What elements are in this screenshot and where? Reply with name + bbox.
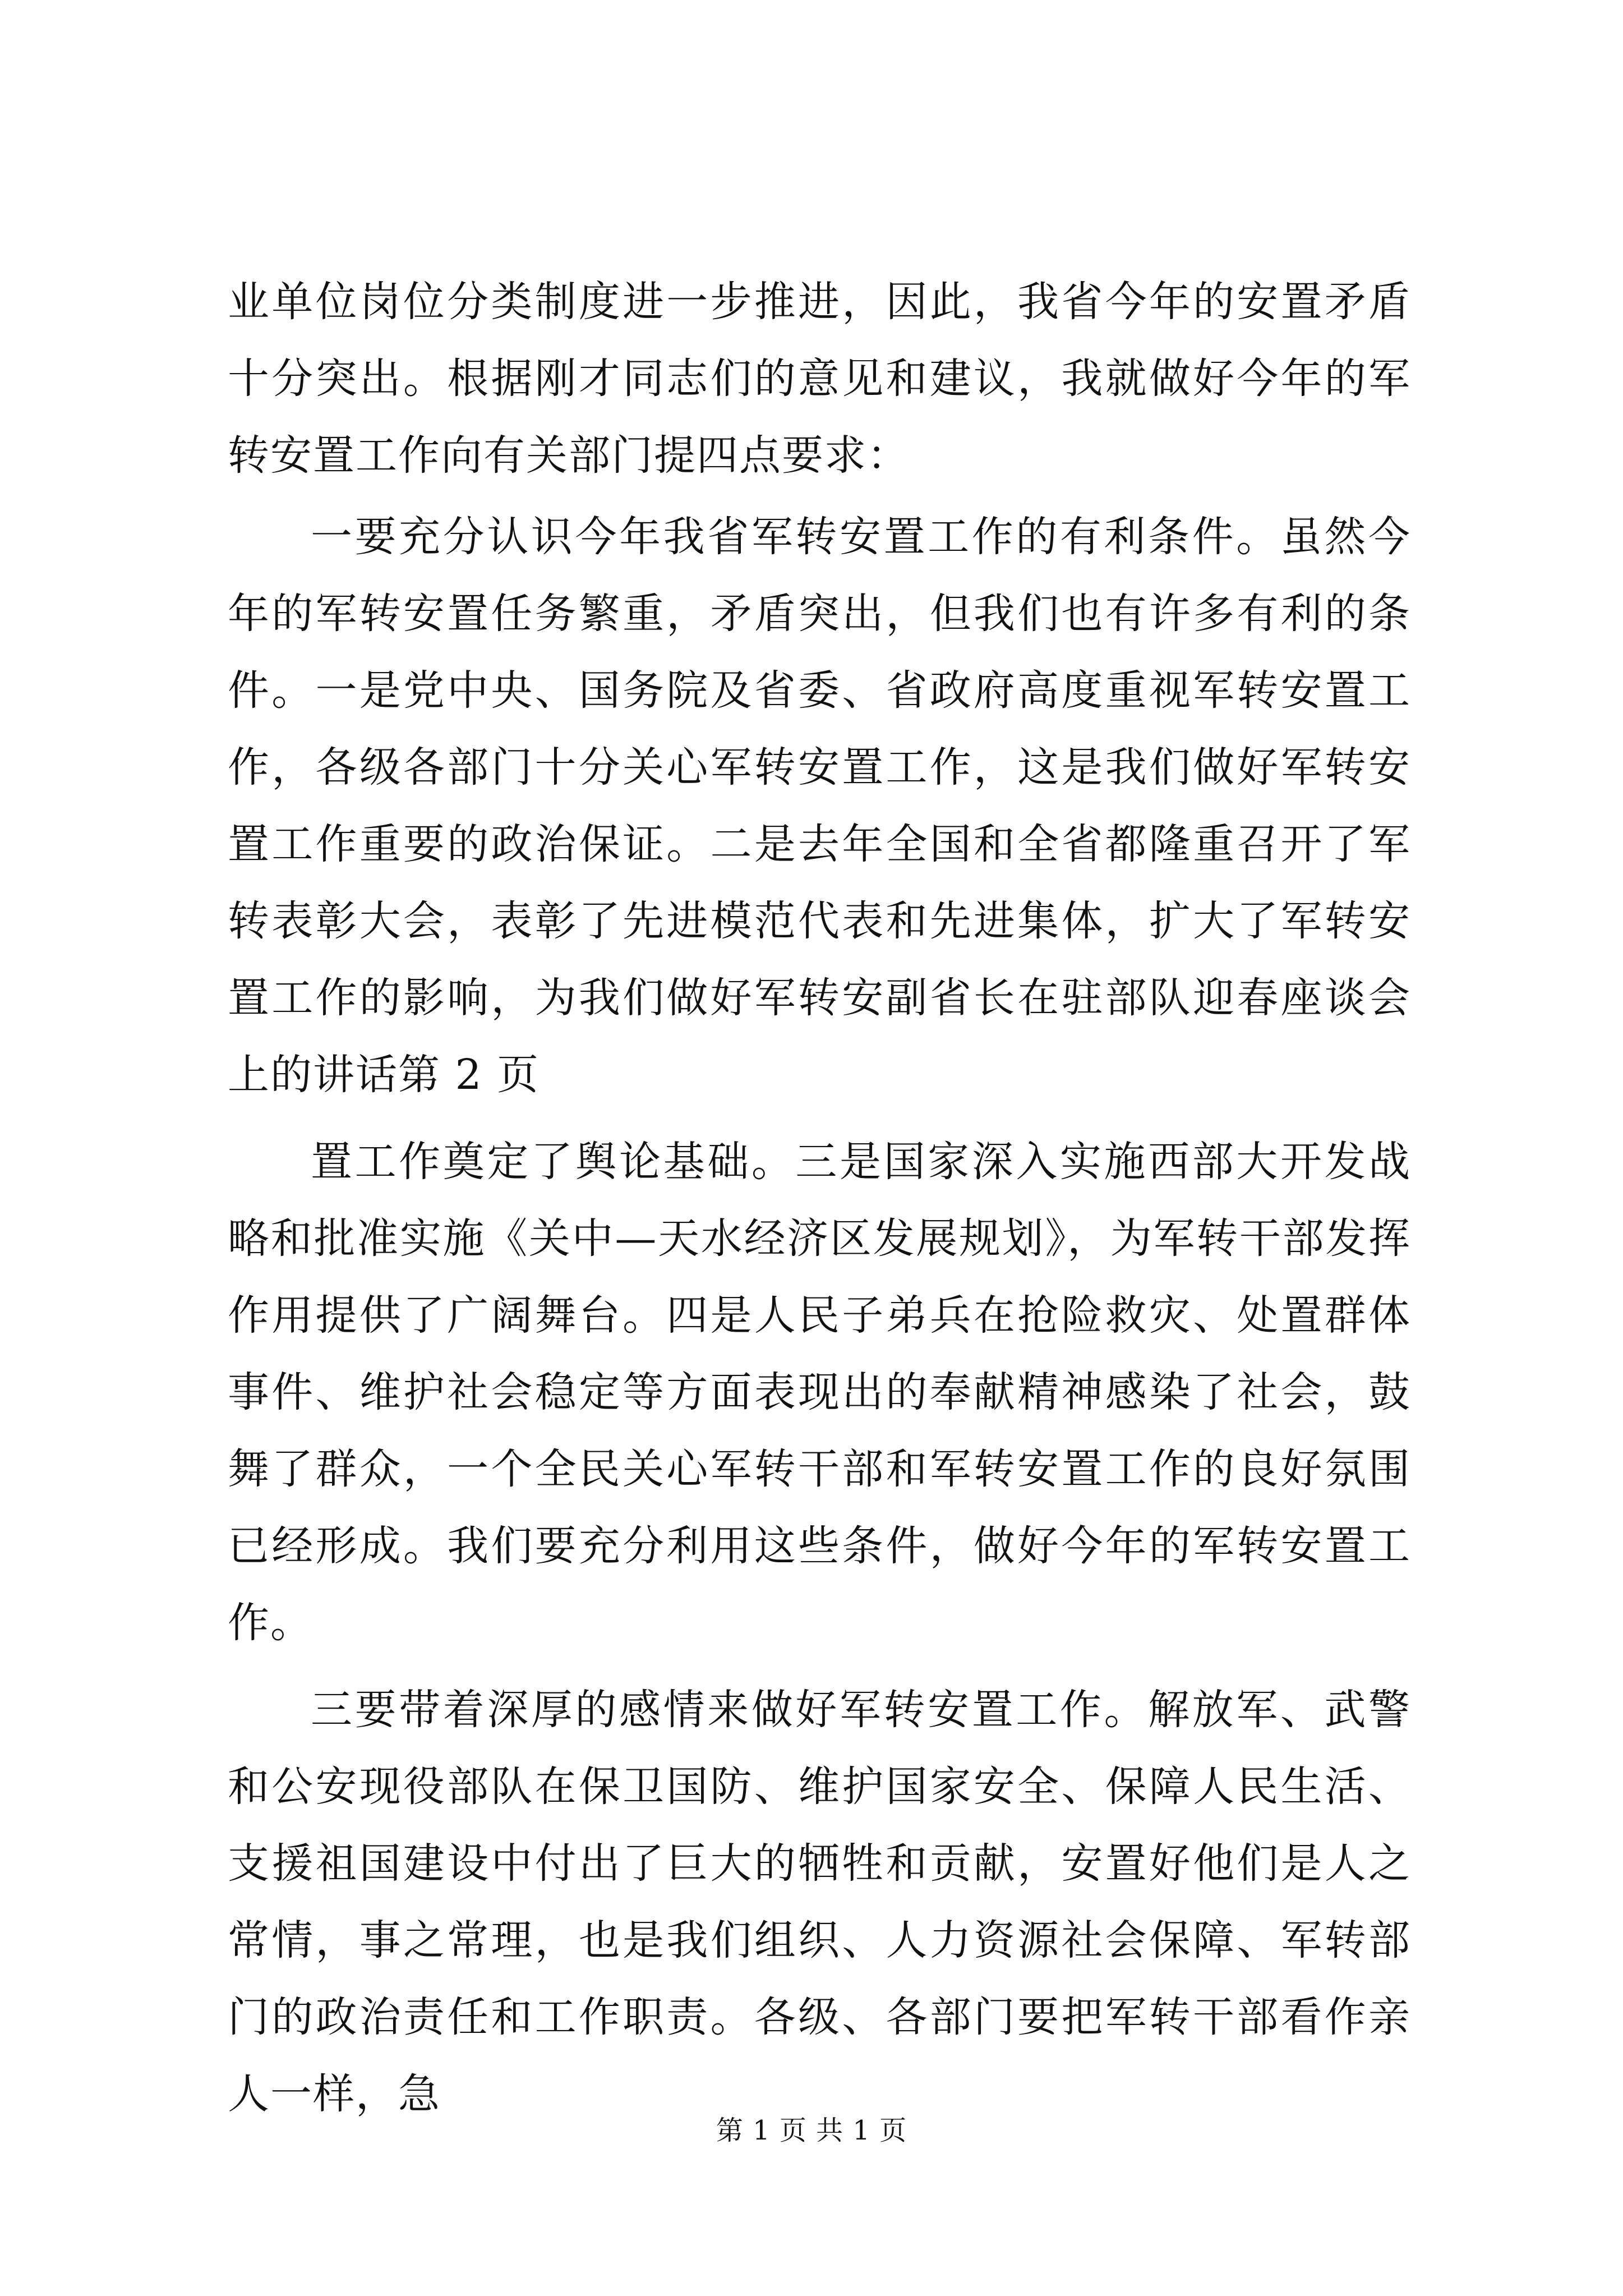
paragraph-1: 业单位岗位分类制度进一步推进，因此，我省今年的安置矛盾十分突出。根据刚才同志们的意见和建议，我就做好今年的军转安置工作向有关部门提四点要求： [228,278,1411,480]
page-footer: 第 1 页 共 1 页 [716,2115,907,2146]
paragraph-4: 三要带着深厚的感情来做好军转安置工作。解放军、武警和公安现役部队在保卫国防、维护国家安全、保障人民生活、支援祖国建设中付出了巨大的牺牲和贡献，安置好他们是人之常情，事之常理，也是我们组织、人力资源社会保障、军转部门的政治责任和工作职责。各级、各部门要把军转干部看作亲人一样，急 [228,1686,1411,2118]
document-body [228,264,1411,2133]
paragraph-3: 置工作奠定了舆论基础。三是国家深入实施西部大开发战略和批准实施《关中—天水经济区发展规划》，为军转干部发挥作用提供了广阔舞台。四是人民子弟兵在抢险救灾、处置群体事件、维护社会稳定等方面表现出的奉献精神感染了社会，鼓舞了群众，一个全民关心军转干部和军转安置工作的良好氛围已经形成。我们要充分利用这些条件，做好今年的军转安置工作。 [228,1138,1411,1647]
paragraph-2: 一要充分认识今年我省军转安置工作的有利条件。虽然今年的军转安置任务繁重，矛盾突出，但我们也有许多有利的条件。一是党中央、国务院及省委、省政府高度重视军转安置工作，各级各部门十分关心军转安置工作，这是我们做好军转安置工作重要的政治保证。二是去年全国和全省都隆重召开了军转表彰大会，表彰了先进模范代表和先进集体，扩大了军转安置工作的影响，为我们做好军转安副省长在驻部队迎春座谈会上的讲话第 2 页 [228,513,1411,1099]
